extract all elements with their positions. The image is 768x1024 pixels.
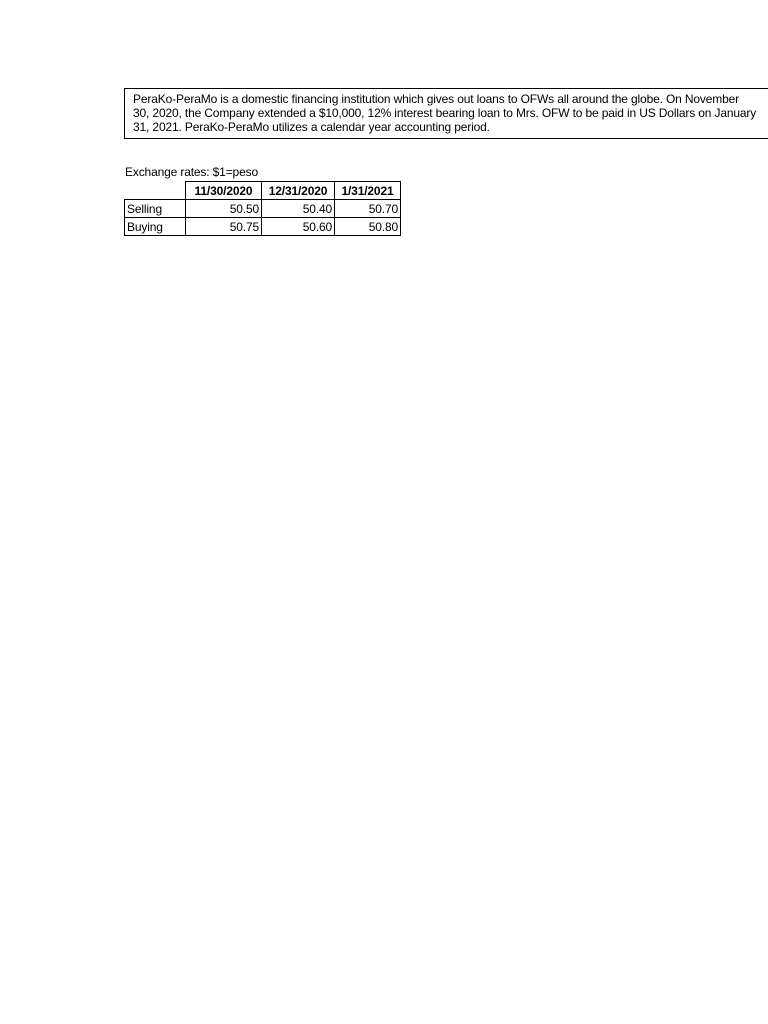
cell-selling-11-30-2020: 50.50 bbox=[186, 200, 262, 218]
problem-line-3: 31, 2021. PeraKo-PeraMo utilizes a calendar year accounting period. bbox=[133, 120, 490, 134]
cell-buying-11-30-2020: 50.75 bbox=[186, 218, 262, 236]
table-row-selling bbox=[125, 200, 401, 218]
table-corner-cell bbox=[125, 182, 186, 200]
problem-line-1: PeraKo-PeraMo is a domestic financing institution which gives out loans to OFWs all around the globe. On November bbox=[133, 92, 740, 106]
cell-buying-12-31-2020: 50.60 bbox=[262, 218, 335, 236]
column-header-11-30-2020: 11/30/2020 bbox=[186, 182, 262, 200]
problem-line-2: 30, 2020, the Company extended a $10,000, 12% interest bearing loan to Mrs. OFW to be paid in US Dollars on January bbox=[133, 106, 757, 120]
row-label-buying: Buying bbox=[125, 218, 186, 236]
column-header-12-31-2020: 12/31/2020 bbox=[262, 182, 335, 200]
table-row-buying bbox=[125, 218, 401, 236]
cell-buying-1-31-2021: 50.80 bbox=[335, 218, 401, 236]
table-header-row bbox=[125, 182, 401, 200]
exchange-rates-caption: Exchange rates: $1=peso bbox=[125, 165, 258, 179]
exchange-rates-table bbox=[124, 181, 401, 236]
row-label-selling: Selling bbox=[125, 200, 186, 218]
problem-statement-box bbox=[124, 88, 768, 139]
cell-selling-12-31-2020: 50.40 bbox=[262, 200, 335, 218]
column-header-1-31-2021: 1/31/2021 bbox=[335, 182, 401, 200]
cell-selling-1-31-2021: 50.70 bbox=[335, 200, 401, 218]
